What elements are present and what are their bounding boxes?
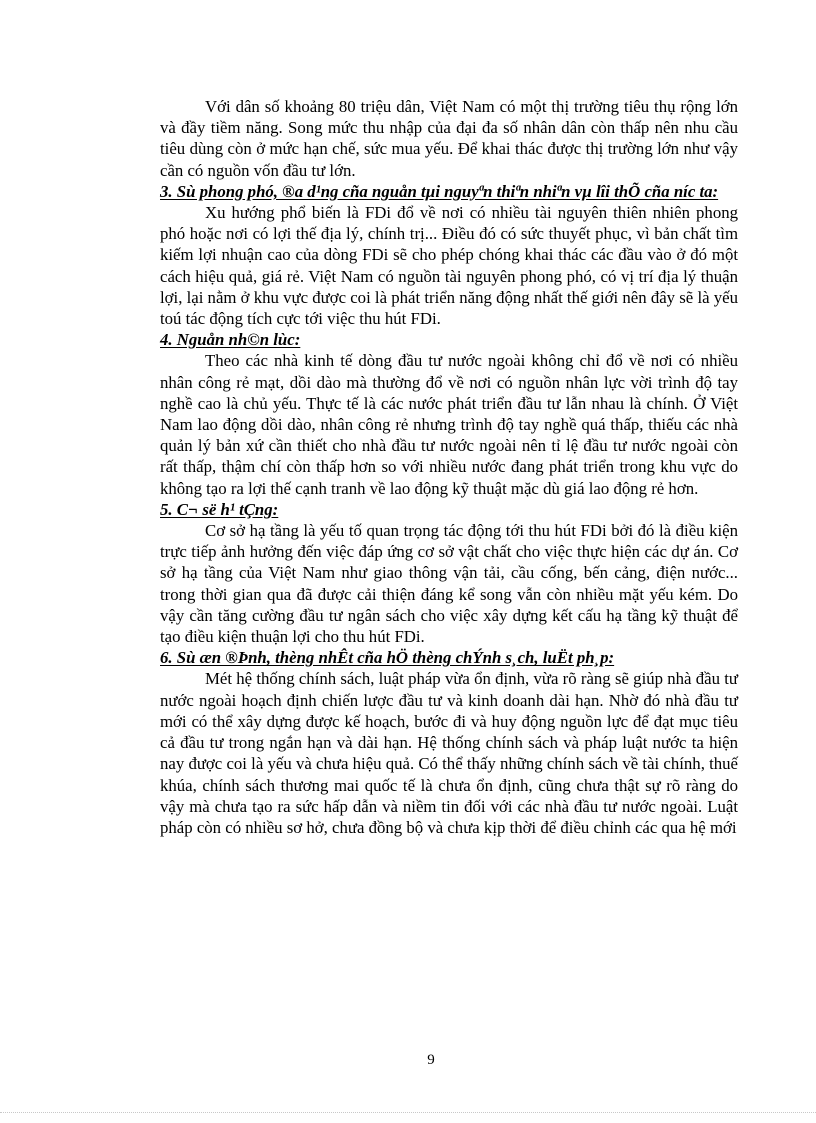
page-bottom-divider <box>0 1112 816 1113</box>
paragraph-human-resources: Theo các nhà kinh tế dòng đầu tư nước ngoài không chỉ đổ về nơi có nhiều nhân công rẻ mạt, dồi dào mà thường đổ về nơi có nguồn nhân lực vời trình độ tay nghề cao là chủ yếu. Thực tế là các nước phát triển đầu tư lẫn nhau là chính. Ở Việt Nam lao động dồi dào, nhân công rẻ nhưng trình độ tay nghề quá thấp, thiếu các nhà quản lý bản xứ cần thiết cho nhà đầu tư nước ngoài nên tỉ lệ đầu tư nước ngoài còn rất thấp, thậm chí còn thấp hơn so với nhiều nước đang phát triển trong khu vực do không tạo ra lợi thế cạnh tranh về lao động kỹ thuật mặc dù giá lao động rẻ hơn. <box>160 351 738 498</box>
paragraph-policy-law: Mét hệ thống chính sách, luật pháp vừa ổn định, vừa rõ ràng sẽ giúp nhà đầu tư nước ngoài hoạch định chiến lược đầu tư và kinh doanh dài hạn. Nhờ đó nhà đầu tư mới có thể xây dựng được kế hoạch, bước đi và huy động nguồn lực để đạt mục tiêu cả đầu tư trong ngắn hạn và dài hạn. Hệ thống chính sách và pháp luật nước ta hiện nay được coi là yếu và chưa hiệu quả. Có thể thấy những chính sách về tài chính, thuế khúa, chính sách thương mai quốc tế là chưa ổn định, cũng chưa thật sự rõ ràng do vậy mà chưa tạo ra sức hấp dẫn và niềm tin đối với các nhà đầu tư nước ngoài. Luật pháp còn có nhiều sơ hở, chưa đồng bộ và chưa kịp thời để điều chỉnh các qua hệ mới <box>160 669 738 837</box>
heading-natural-resources: 3. Sù phong phó, ®a d¹ng cña nguån tµi nguyªn thiªn nhiªn vµ lîi thÕ cña níc ta: <box>160 181 719 201</box>
heading-human-resources: 4. Nguån nh©n lùc: <box>160 330 301 350</box>
document-body <box>160 96 738 838</box>
page-number: 9 <box>427 1052 435 1068</box>
heading-infrastructure: 5. C¬ së h¹ tÇng: <box>160 499 279 519</box>
heading-policy-law: 6. Sù æn ®Þnh, thèng nhÊt cña hÖ thèng chÝnh s¸ch, luËt ph¸p: <box>160 648 615 668</box>
paragraph-natural-resources: Xu hướng phổ biến là FDi đổ về nơi có nhiều tài nguyên thiên nhiên phong phó hoặc nơi có lợi thế địa lý, chính trị... Điều đó có sức thuyết phục, vì bản chất tìm kiếm lợi nhuận cao của dòng FDi sẽ cho phép chóng khai thác các đầu vào ở đó một cách hiệu quả, giá rẻ. Việt Nam có nguồn tài nguyên phong phó, có vị trí địa lý thuận lợi, lại nằm ở khu vực được coi là phát triển năng động nhất thế giới nên đây sẽ là yếu toú tác động tích cực tới việc thu hút FDi. <box>160 203 738 329</box>
paragraph-market: Với dân số khoảng 80 triệu dân, Việt Nam có một thị trường tiêu thụ rộng lớn và đầy tiềm năng. Song mức thu nhập của đại đa số nhân dân còn thấp nên nhu cầu tiêu dùng còn ở mức hạn chế, sức mua yếu. Để khai thác được thị trường lớn như vậy cần có nguồn vốn đầu tư lớn. <box>160 97 738 180</box>
paragraph-infrastructure: Cơ sở hạ tầng là yếu tố quan trọng tác động tới thu hút FDi bởi đó là điều kiện trực tiếp ảnh hưởng đến việc đáp ứng cơ sở vật chất cho việc thực hiện các dự án. Cơ sở hạ tầng của Việt Nam như giao thông vận tải, cầu cống, bến cảng, điện nước... trong thời gian qua đã được cải thiện đáng kể song vẫn còn nhiều mặt yếu kém. Do vậy cần tăng cường đầu tư ngân sách cho việc xây dựng kết cấu hạ tầng kỹ thuật để tạo điều kiện thuận lợi cho thu hút FDi. <box>160 521 738 647</box>
